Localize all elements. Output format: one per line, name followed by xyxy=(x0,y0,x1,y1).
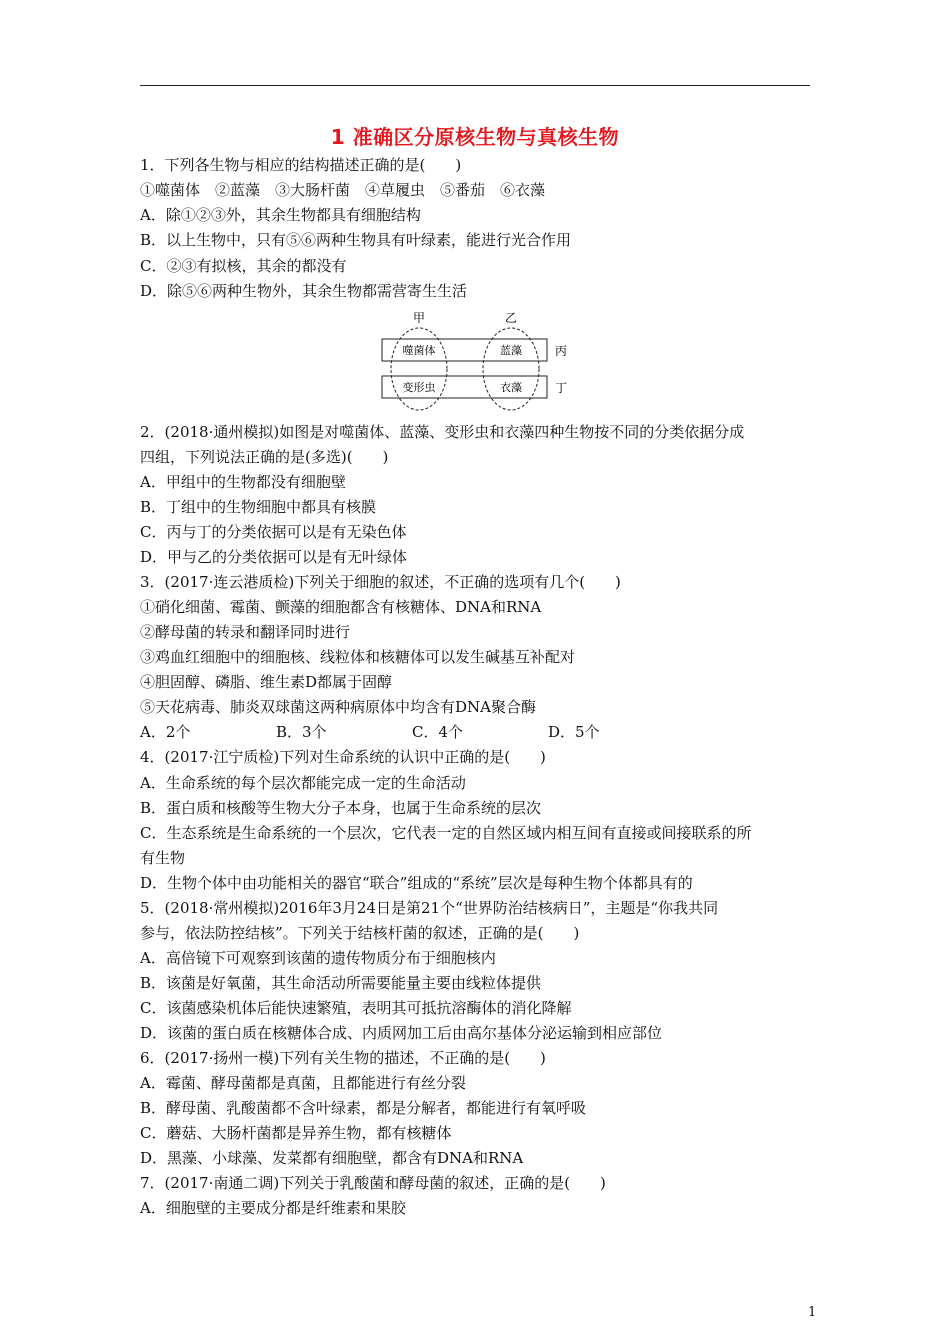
q2-option-a: A．甲组中的生物都没有细胞壁 xyxy=(140,473,346,491)
q4-stem: 4．(2017·江宁质检)下列对生命系统的认识中正确的是( ) xyxy=(140,748,546,766)
cell-amoeba: 变形虫 xyxy=(402,381,436,394)
q7-option-a: A．细胞壁的主要成分都是纤维素和果胶 xyxy=(140,1199,406,1217)
q1-option-b: B．以上生物中，只有⑤⑥两种生物具有叶绿素，能进行光合作用 xyxy=(140,231,572,249)
q5-option-d: D．该菌的蛋白质在核糖体合成、内质网加工后由高尔基体分泌运输到相应部位 xyxy=(140,1024,663,1042)
page-title: 1 准确区分原核生物与真核生物 xyxy=(330,125,620,149)
q3-item-3: ③鸡血红细胞中的细胞核、线粒体和核糖体可以发生碱基互补配对 xyxy=(140,648,576,666)
q5-stem-line1: 5．(2018·常州模拟)2016年3月24日是第21个“世界防治结核病日”，主题是“你我共同 xyxy=(140,899,719,917)
q2-option-b: B．丁组中的生物细胞中都具有核膜 xyxy=(140,498,377,516)
cell-cyanobacteria: 蓝藻 xyxy=(500,344,522,357)
q4-option-a: A．生命系统的每个层次都能完成一定的生命活动 xyxy=(140,774,466,792)
q4-option-b: B．蛋白质和核酸等生物大分子本身，也属于生命系统的层次 xyxy=(140,799,542,817)
q3-item-1: ①硝化细菌、霉菌、颤藻的细胞都含有核糖体、DNA和RNA xyxy=(140,598,542,616)
q3-option-c: C．4个 xyxy=(412,723,464,741)
q3-option-b: B．3个 xyxy=(276,723,327,741)
q1-option-c: C．②③有拟核，其余的都没有 xyxy=(140,257,347,275)
q1-items: ①噬菌体 ②蓝藻 ③大肠杆菌 ④草履虫 ⑤番茄 ⑥衣藻 xyxy=(140,181,546,199)
q6-option-a: A．霉菌、酵母菌都是真菌，且都能进行有丝分裂 xyxy=(140,1074,466,1092)
q4-option-c-cont: 有生物 xyxy=(140,849,186,867)
q3-item-5: ⑤天花病毒、肺炎双球菌这两种病原体中均含有DNA聚合酶 xyxy=(140,698,536,716)
q6-option-c: C．蘑菇、大肠杆菌都是异养生物，都有核糖体 xyxy=(140,1124,452,1142)
label-ding: 丁 xyxy=(555,381,568,395)
cell-chlamydomonas: 衣藻 xyxy=(500,381,522,394)
q3-option-a: A．2个 xyxy=(140,723,191,741)
q2-option-c: C．丙与丁的分类依据可以是有无染色体 xyxy=(140,523,407,541)
q5-option-c: C．该菌感染机体后能快速繁殖，表明其可抵抗溶酶体的消化降解 xyxy=(140,999,572,1017)
q4-option-d: D．生物个体中由功能相关的器官“联合”组成的“系统”层次是每种生物个体都具有的 xyxy=(140,874,693,892)
q6-option-d: D．黑藻、小球藻、发菜都有细胞壁，都含有DNA和RNA xyxy=(140,1149,524,1167)
q6-stem: 6．(2017·扬州一模)下列有关生物的描述，不正确的是( ) xyxy=(140,1049,546,1067)
q2-option-d: D．甲与乙的分类依据可以是有无叶绿体 xyxy=(140,548,408,566)
q1-option-d: D．除⑤⑥两种生物外，其余生物都需营寄生生活 xyxy=(140,282,468,300)
q5-stem-line2: 参与，依法防控结核”。下列关于结核杆菌的叙述，正确的是( ) xyxy=(140,924,580,942)
q3-item-4: ④胆固醇、磷脂、维生素D都属于固醇 xyxy=(140,673,393,691)
page-number: 1 xyxy=(808,1305,817,1320)
q4-option-c: C．生态系统是生命系统的一个层次，它代表一定的自然区域内相互间有直接或间接联系的所 xyxy=(140,824,752,842)
q3-options xyxy=(140,722,600,742)
q1-option-a: A．除①②③外，其余生物都具有细胞结构 xyxy=(140,206,421,224)
cell-bacteriophage: 噬菌体 xyxy=(402,344,436,357)
q3-stem: 3．(2017·连云港质检)下列关于细胞的叙述，不正确的选项有几个( ) xyxy=(140,573,621,591)
q3-item-2: ②酵母菌的转录和翻译同时进行 xyxy=(140,623,351,641)
label-bing: 丙 xyxy=(555,344,568,358)
q6-option-b: B．酵母菌、乳酸菌都不含叶绿素，都是分解者，都能进行有氧呼吸 xyxy=(140,1099,587,1117)
q1-stem: 1．下列各生物与相应的结构描述正确的是( ) xyxy=(140,156,462,174)
q2-stem-line1: 2．(2018·通州模拟)如图是对噬菌体、蓝藻、变形虫和衣藻四种生物按不同的分类依据分成 xyxy=(140,423,745,441)
q3-option-d: D．5个 xyxy=(548,723,600,741)
q7-stem: 7．(2017·南通二调)下列关于乳酸菌和酵母菌的叙述，正确的是( ) xyxy=(140,1174,606,1192)
q5-option-b: B．该菌是好氧菌，其生命活动所需要能量主要由线粒体提供 xyxy=(140,974,542,992)
label-jia: 甲 xyxy=(412,311,426,325)
q5-option-a: A．高倍镜下可观察到该菌的遗传物质分布于细胞核内 xyxy=(140,949,496,967)
classification-diagram xyxy=(375,307,575,412)
q2-stem-line2: 四组，下列说法正确的是(多选)( ) xyxy=(140,448,389,466)
header-rule xyxy=(140,85,810,86)
label-yi: 乙 xyxy=(504,311,518,325)
